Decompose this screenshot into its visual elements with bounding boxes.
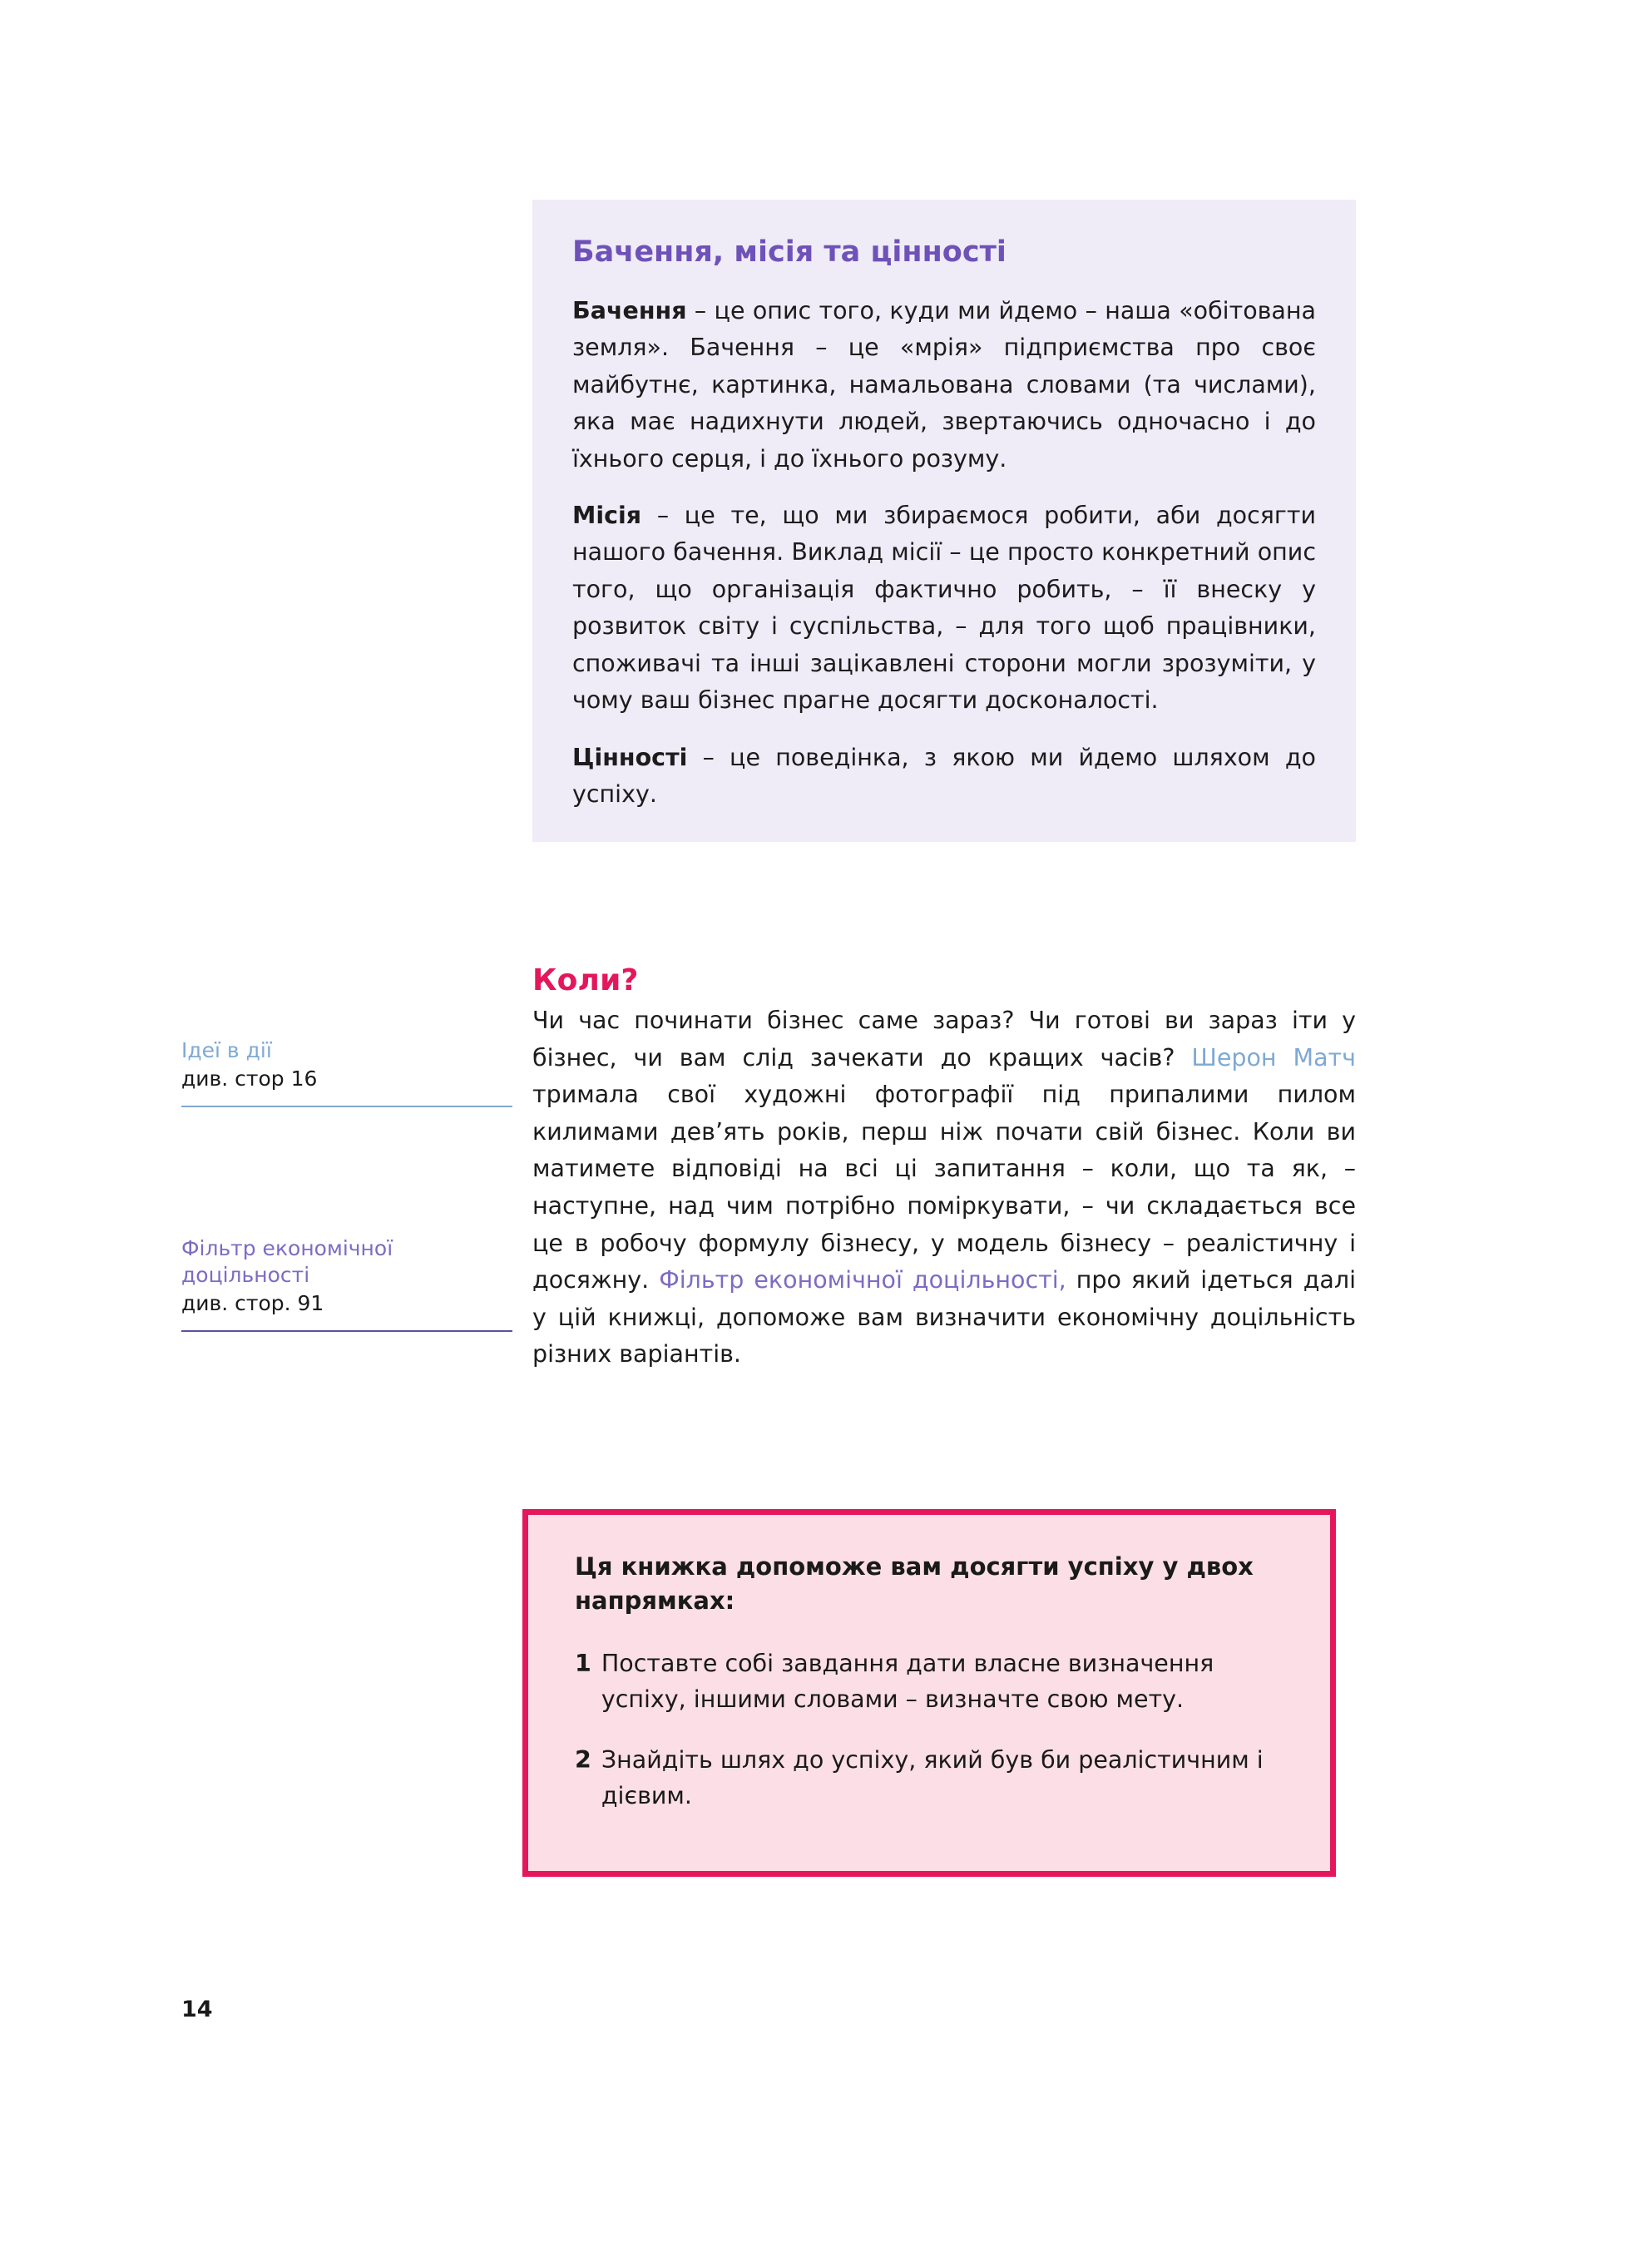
- success-callout-list: [575, 1646, 1284, 1814]
- definition-values-text: – це поведінка, з якою ми йдемо шляхом до успіху.: [572, 743, 1316, 809]
- page-number: 14: [181, 1997, 213, 2022]
- list-item-text: Знайдіть шлях до успіху, який був би реалістичним і дієвим.: [601, 1745, 1264, 1809]
- definitions-callout-inner: [532, 235, 1356, 814]
- definition-vision-text: – це опис того, куди ми йдемо – наша «обітована земля». Бачення – це «мрія» підприємства про своє майбутнє, картинка, намальована словами (та числами), яка має надихнути людей, звертаючись одночасно і до їхнього серця, і до їхнього розуму.: [572, 296, 1316, 473]
- margin-note-ideas: [181, 1037, 514, 1107]
- list-item-number: 2: [575, 1745, 591, 1774]
- list-item-text: Поставте собі завдання дати власне визначення успіху, іншими словами – визначте свою мету.: [601, 1650, 1214, 1714]
- margin-note-divider: [181, 1106, 512, 1107]
- margin-note-title: Фільтр економічної доцільності: [181, 1236, 393, 1287]
- list-item: [575, 1646, 1284, 1718]
- margin-note-filter: [181, 1235, 514, 1332]
- inline-reference-filter: Фільтр економічної доцільності,: [659, 1266, 1066, 1294]
- definition-vision: [572, 293, 1316, 478]
- margin-note-page-ref: див. стор 16: [181, 1067, 318, 1091]
- paragraph-part-3: про який ідеться далі у цій книжці, допоможе вам визначити економічну доцільність різних варіантів.: [532, 1266, 1356, 1368]
- success-callout: [522, 1509, 1336, 1877]
- success-callout-title: Ця книжка допоможе вам досягти успіху у двох напрямках:: [575, 1552, 1254, 1616]
- definition-mission-text: – це те, що ми збираємося робити, аби досягти нашого бачення. Виклад місії – це просто конкретний опис того, що організація фактично робить, – її внеску у розвиток світу і суспільства, – для того щоб працівники, споживачі та інші зацікавлені сторони могли зрозуміти, у чому ваш бізнес прагне досягти досконалості.: [572, 502, 1316, 715]
- inline-reference-person: Шерон Матч: [1191, 1043, 1356, 1072]
- section-paragraph: [532, 1002, 1356, 1373]
- margin-note-divider: [181, 1330, 512, 1332]
- section-body: [532, 1002, 1356, 1373]
- list-item: [575, 1743, 1284, 1814]
- definitions-title: Бачення, місія та цінності: [572, 235, 1007, 269]
- margin-note-page-ref: див. стор. 91: [181, 1291, 324, 1315]
- definition-vision-term: Бачення: [572, 296, 687, 324]
- list-item-number: 1: [575, 1650, 591, 1678]
- definition-mission: [572, 497, 1316, 720]
- definition-mission-term: Місія: [572, 502, 642, 530]
- section-heading-koly: Коли?: [532, 963, 639, 997]
- paragraph-part-2: тримала свої художні фотографії під припалими пилом килимами дев’ять років, перш ніж почати свій бізнес. Коли ви матимете відповіді на всі ці запитання – коли, що та як, – наступне, над чим потрібно поміркувати, – чи складається все це в робочу формулу бізнесу, у модель бізнесу – реалістичну і досяжну.: [532, 1081, 1356, 1294]
- definitions-callout: [532, 200, 1356, 842]
- definition-values: [572, 740, 1316, 814]
- paragraph-part-1: Чи час починати бізнес саме зараз? Чи готові ви зараз іти у бізнес, чи вам слід зачекати до кращих часів?: [532, 1007, 1356, 1072]
- definition-values-term: Цінності: [572, 743, 688, 771]
- margin-note-title: Ідеї в дії: [181, 1038, 272, 1062]
